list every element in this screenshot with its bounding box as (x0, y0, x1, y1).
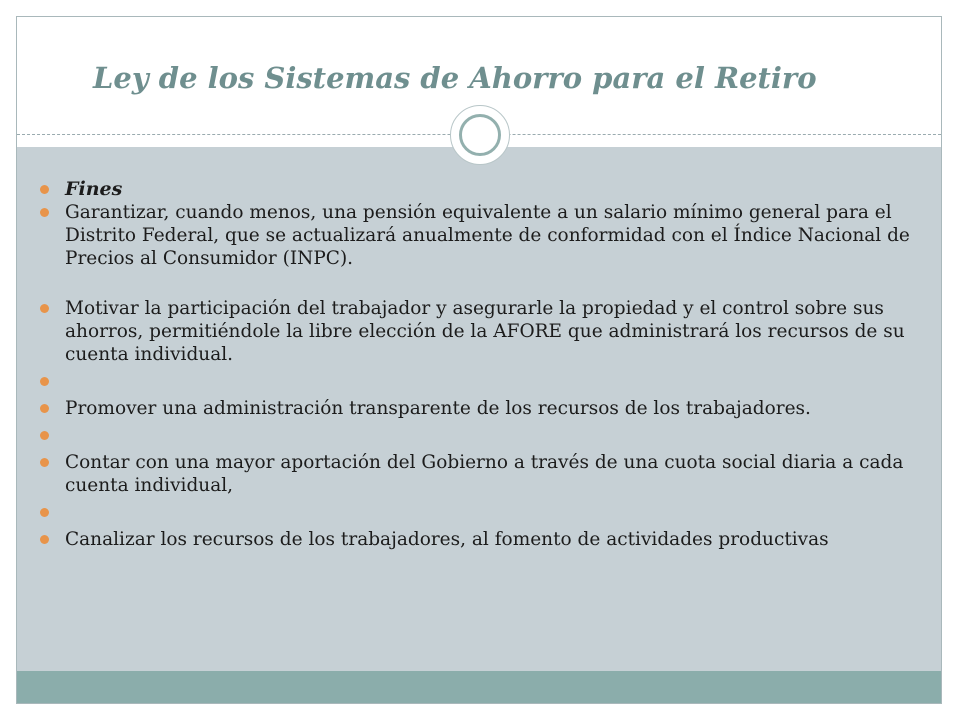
bullet-item-empty (65, 501, 925, 524)
footer-bar (17, 671, 941, 704)
circle-ring-icon (459, 114, 501, 156)
circle-ornament-icon (450, 105, 510, 165)
bullet-item-empty (65, 370, 925, 393)
bullet-text: Garantizar, cuando menos, una pensión equivalente a un salario mínimo general para el Distrito Federal, que se actualizará anualmente de conformidad con el Índice Nacional de Precios al Consumidor (INPC). (65, 202, 910, 269)
bullet-text: Canalizar los recursos de los trabajadores, al fomento de actividades productivas (65, 529, 829, 550)
heading-text: Fines (65, 178, 123, 200)
bullet-dot-icon (40, 508, 49, 517)
bullet-text: Promover una administración transparente de los recursos de los trabajadores. (65, 398, 811, 419)
bullet-dot-icon (40, 458, 49, 467)
bullet-dot-icon (40, 185, 49, 194)
bullet-item (65, 397, 925, 420)
bullet-item (65, 451, 925, 497)
bullet-dot-icon (40, 404, 49, 413)
bullet-dot-icon (40, 431, 49, 440)
slide-title: Ley de los Sistemas de Ahorro para el Retiro (93, 61, 817, 95)
bullet-item (65, 297, 925, 366)
bullet-item (65, 528, 925, 551)
bullet-dot-icon (40, 304, 49, 313)
bullet-item (65, 201, 925, 270)
bullet-text: Contar con una mayor aportación del Gobierno a través de una cuota social diaria a cada cuenta individual, (65, 452, 904, 496)
bullet-text: Motivar la participación del trabajador y asegurarle la propiedad y el control sobre sus ahorros, permitiéndole la libre elección de la AFORE que administrará los recursos de su cuenta individual. (65, 298, 905, 365)
bullet-heading (65, 177, 925, 201)
bullet-item-empty (65, 424, 925, 447)
bullet-dot-icon (40, 377, 49, 386)
bullet-list (65, 177, 925, 551)
slide (16, 16, 942, 704)
bullet-dot-icon (40, 535, 49, 544)
bullet-dot-icon (40, 208, 49, 217)
